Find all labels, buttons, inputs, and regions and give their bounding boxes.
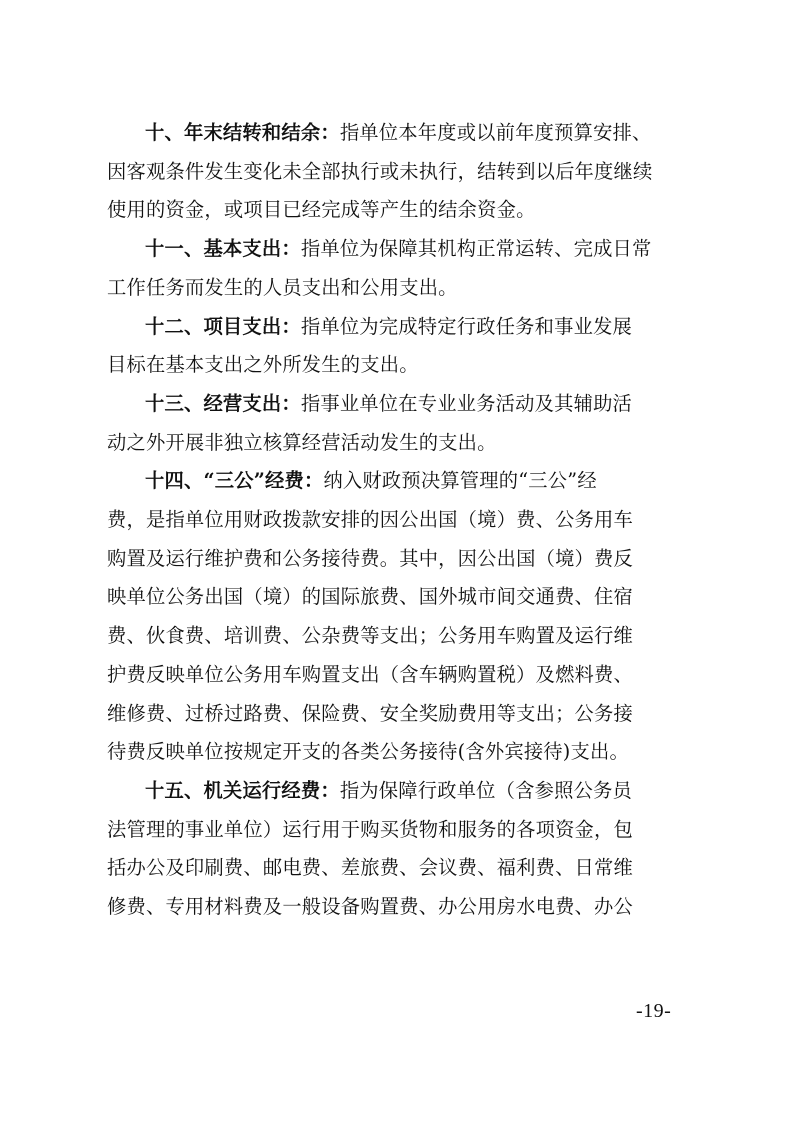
paragraph-text: 指单位本年度或以前年度预算安排、 [339,121,652,144]
paragraph-line: 目标在基本支出之外所发生的支出。 [107,353,419,377]
term-heading: 十一、基本支出： [145,237,301,261]
paragraph-line: 购置及运行维护费和公务接待费。其中，因公出国（境）费反 [107,546,633,570]
paragraph-line [107,462,687,501]
paragraph-text: 指为保障行政单位（含参照公务员 [339,778,633,802]
term-heading: 十四、“三公”经费： [145,469,324,493]
paragraph-three-public-expenses [107,462,687,772]
paragraph-line: 待费反映单位按规定开支的各类公务接待(含外宾接待)支出。 [107,740,629,764]
paragraph-line: 动之外开展非独立核算经营活动发生的支出。 [107,430,497,454]
paragraph-text: 指单位为完成特定行政任务和事业发展 [300,314,633,338]
paragraph-basic-expenditure [107,230,687,307]
paragraph-line: 维修费、过桥过路费、保险费、安全奖励费用等支出；公务接 [107,701,633,725]
document-body [107,114,687,927]
paragraph-text: 指事业单位在专业业务活动及其辅助活 [300,391,633,415]
paragraph-line: 费、伙食费、培训费、公杂费等支出；公务用车购置及运行维 [107,624,633,648]
paragraph-line [107,308,687,347]
paragraph-line: 因客观条件发生变化未全部执行或未执行，结转到以后年度继续 [107,159,653,183]
term-heading: 十五、机关运行经费： [145,778,340,802]
paragraph-year-end-carryover [107,114,687,230]
paragraph-line: 法管理的事业单位）运行用于购买货物和服务的各项资金，包 [107,817,633,841]
term-heading: 十二、项目支出： [145,314,301,338]
paragraph-line: 费，是指单位用财政拨款安排的因公出国（境）费、公务用车 [107,508,633,532]
paragraph-operating-expenditure [107,385,687,462]
paragraph-text: 指单位为保障其机构正常运转、完成日常 [300,237,652,261]
paragraph-project-expenditure [107,308,687,385]
paragraph-line: 工作任务而发生的人员支出和公用支出。 [107,275,458,299]
term-heading: 十、年末结转和结余： [145,121,340,144]
paragraph-line: 映单位公务出国（境）的国际旅费、国外城市间交通费、住宿 [107,585,633,609]
paragraph-line: 括办公及印刷费、邮电费、差旅费、会议费、福利费、日常维 [107,856,633,880]
paragraph-line [107,230,687,269]
paragraph-line: 护费反映单位公务用车购置支出（含车辆购置税）及燃料费、 [107,662,633,686]
page-number: -19- [636,1000,672,1022]
paragraph-agency-operating-funds [107,772,687,927]
paragraph-line [107,114,687,153]
paragraph-line: 使用的资金，或项目已经完成等产生的结余资金。 [107,198,536,222]
paragraph-text: 纳入财政预决算管理的“三公”经 [323,469,597,493]
paragraph-line [107,772,687,811]
paragraph-line: 修费、专用材料费及一般设备购置费、办公用房水电费、办公 [107,895,633,919]
paragraph-line [107,385,687,424]
term-heading: 十三、经营支出： [145,391,301,415]
